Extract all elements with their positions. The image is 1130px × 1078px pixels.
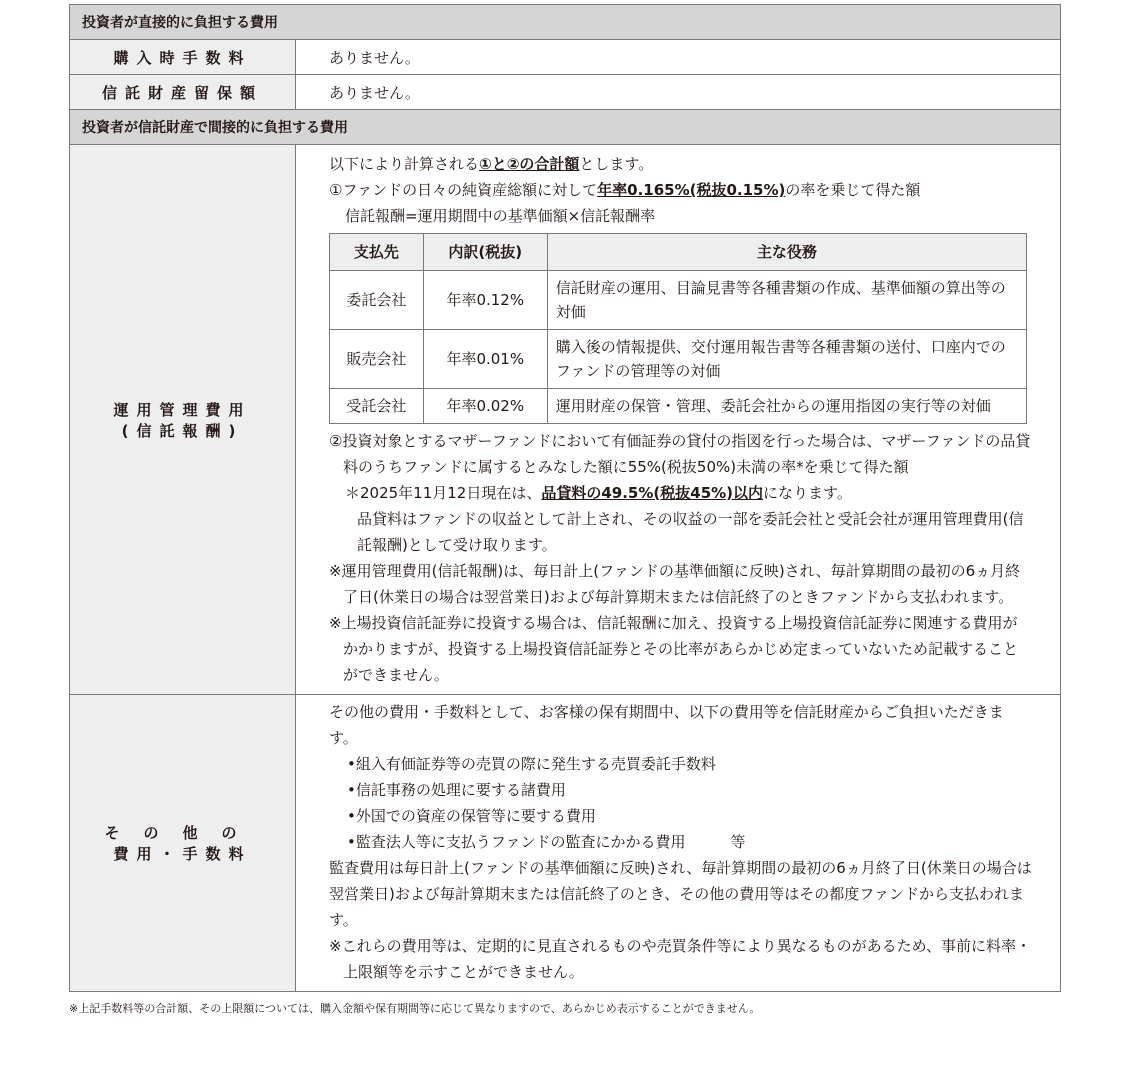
label-line2: 費用・手数料 bbox=[113, 845, 252, 863]
cell-service: 運用財産の保管・管理、委託会社からの運用指図の実行等の対価 bbox=[547, 389, 1026, 424]
section-header-direct bbox=[70, 5, 1061, 40]
row-label bbox=[70, 695, 296, 992]
column-header: 支払先 bbox=[330, 234, 424, 271]
label-line2: (信託報酬) bbox=[121, 421, 244, 440]
row-label bbox=[70, 145, 296, 695]
item-2: ②投資対象とするマザーファンドにおいて有価証券の貸付の指図を行った場合は、マザーファンドの品貸料のうちファンドに属するとみなした額に55%(税抜50%)未満の率*を乗じて得た額 bbox=[329, 432, 1031, 476]
breakdown-header-row bbox=[330, 234, 1027, 271]
other-intro: その他の費用・手数料として、お客様の保有期間中、以下の費用等を信託財産からご負担いただきます。 bbox=[329, 703, 1004, 747]
label-line1: 運用管理費用 bbox=[113, 400, 252, 419]
item-2-note2: 品貸料はファンドの収益として計上され、その収益の一部を委託会社と受託会社が運用管理費用(信託報酬)として受け取ります。 bbox=[357, 510, 1024, 554]
column-header: 主な役務 bbox=[547, 234, 1026, 271]
cell-rate: 年率0.01% bbox=[423, 330, 547, 389]
section-header-indirect bbox=[70, 110, 1061, 145]
cell-payee: 販売会社 bbox=[330, 330, 424, 389]
row-value: ありません。 bbox=[296, 40, 1061, 75]
formula: 信託報酬=運用期間中の基準価額×信託報酬率 bbox=[345, 207, 656, 225]
note-1: ※運用管理費用(信託報酬)は、毎日計上(ファンドの基準価額に反映)され、毎計算期間の最初の6ヵ月終了日(休業日の場合は翌営業日)および毎計算期末または信託終了のときファンドから支払われます。 bbox=[329, 562, 1021, 606]
intro-text: 以下により計算される①と②の合計額とします。 bbox=[329, 155, 654, 173]
row-label: 信託財産留保額 bbox=[70, 75, 296, 110]
cell-service: 信託財産の運用、目論見書等各種書類の作成、基準価額の算出等の対価 bbox=[547, 271, 1026, 330]
list-item: •組入有価証券等の売買の際に発生する売買委託手数料 bbox=[347, 755, 716, 773]
cell-service: 購入後の情報提供、交付運用報告書等各種書類の送付、口座内でのファンドの管理等の対価 bbox=[547, 330, 1026, 389]
section-title: 投資者が信託財産で間接的に負担する費用 bbox=[70, 110, 1061, 145]
management-fee-content bbox=[296, 145, 1061, 695]
item-1: ①ファンドの日々の純資産総額に対して年率0.165%(税抜0.15%)の率を乗じて得た額 bbox=[329, 181, 921, 199]
item-2-note: ＊2025年11月12日現在は、品貸料の49.5%(税抜45%)以内になります。 bbox=[345, 484, 852, 502]
footnote: ※上記手数料等の合計額、その上限額については、購入金額や保有期間等に応じて異なりますので、あらかじめ表示することができません。 bbox=[69, 1002, 761, 1015]
table-row bbox=[330, 389, 1027, 424]
fee-breakdown-table bbox=[329, 233, 1027, 424]
table-row bbox=[330, 271, 1027, 330]
list-item: •信託事務の処理に要する諸費用 bbox=[347, 781, 566, 799]
cell-rate: 年率0.12% bbox=[423, 271, 547, 330]
row-other-fees bbox=[70, 695, 1061, 992]
cell-payee: 委託会社 bbox=[330, 271, 424, 330]
table-row bbox=[330, 330, 1027, 389]
other-fees-content bbox=[296, 695, 1061, 992]
cell-rate: 年率0.02% bbox=[423, 389, 547, 424]
section-title: 投資者が直接的に負担する費用 bbox=[70, 5, 1061, 40]
cell-payee: 受託会社 bbox=[330, 389, 424, 424]
other-note: ※これらの費用等は、定期的に見直されるものや売買条件等により異なるものがあるため、事前に料率・上限額等を示すことができません。 bbox=[329, 937, 1031, 981]
row-value: ありません。 bbox=[296, 75, 1061, 110]
row-purchase-fee bbox=[70, 40, 1061, 75]
fee-table bbox=[69, 4, 1061, 992]
row-retention-fee bbox=[70, 75, 1061, 110]
other-paragraph: 監査費用は毎日計上(ファンドの基準価額に反映)され、毎計算期間の最初の6ヵ月終了日(休業日の場合は翌営業日)および毎計算期末または信託終了のとき、その他の費用等はその都度ファンドから支払われます。 bbox=[329, 859, 1032, 929]
list-item: •監査法人等に支払うファンドの監査にかかる費用 等 bbox=[347, 833, 746, 851]
row-label: 購入時手数料 bbox=[70, 40, 296, 75]
list-item: •外国での資産の保管等に要する費用 bbox=[347, 807, 596, 825]
row-management-fee bbox=[70, 145, 1061, 695]
fee-document bbox=[69, 4, 1060, 1016]
label-line1: その他の bbox=[104, 824, 261, 842]
column-header: 内訳(税抜) bbox=[423, 234, 547, 271]
note-2: ※上場投資信託証券に投資する場合は、信託報酬に加え、投資する上場投資信託証券に関連する費用がかかりますが、投資する上場投資信託証券とその比率があらかじめ定まっていないため記載することができません。 bbox=[329, 614, 1019, 684]
